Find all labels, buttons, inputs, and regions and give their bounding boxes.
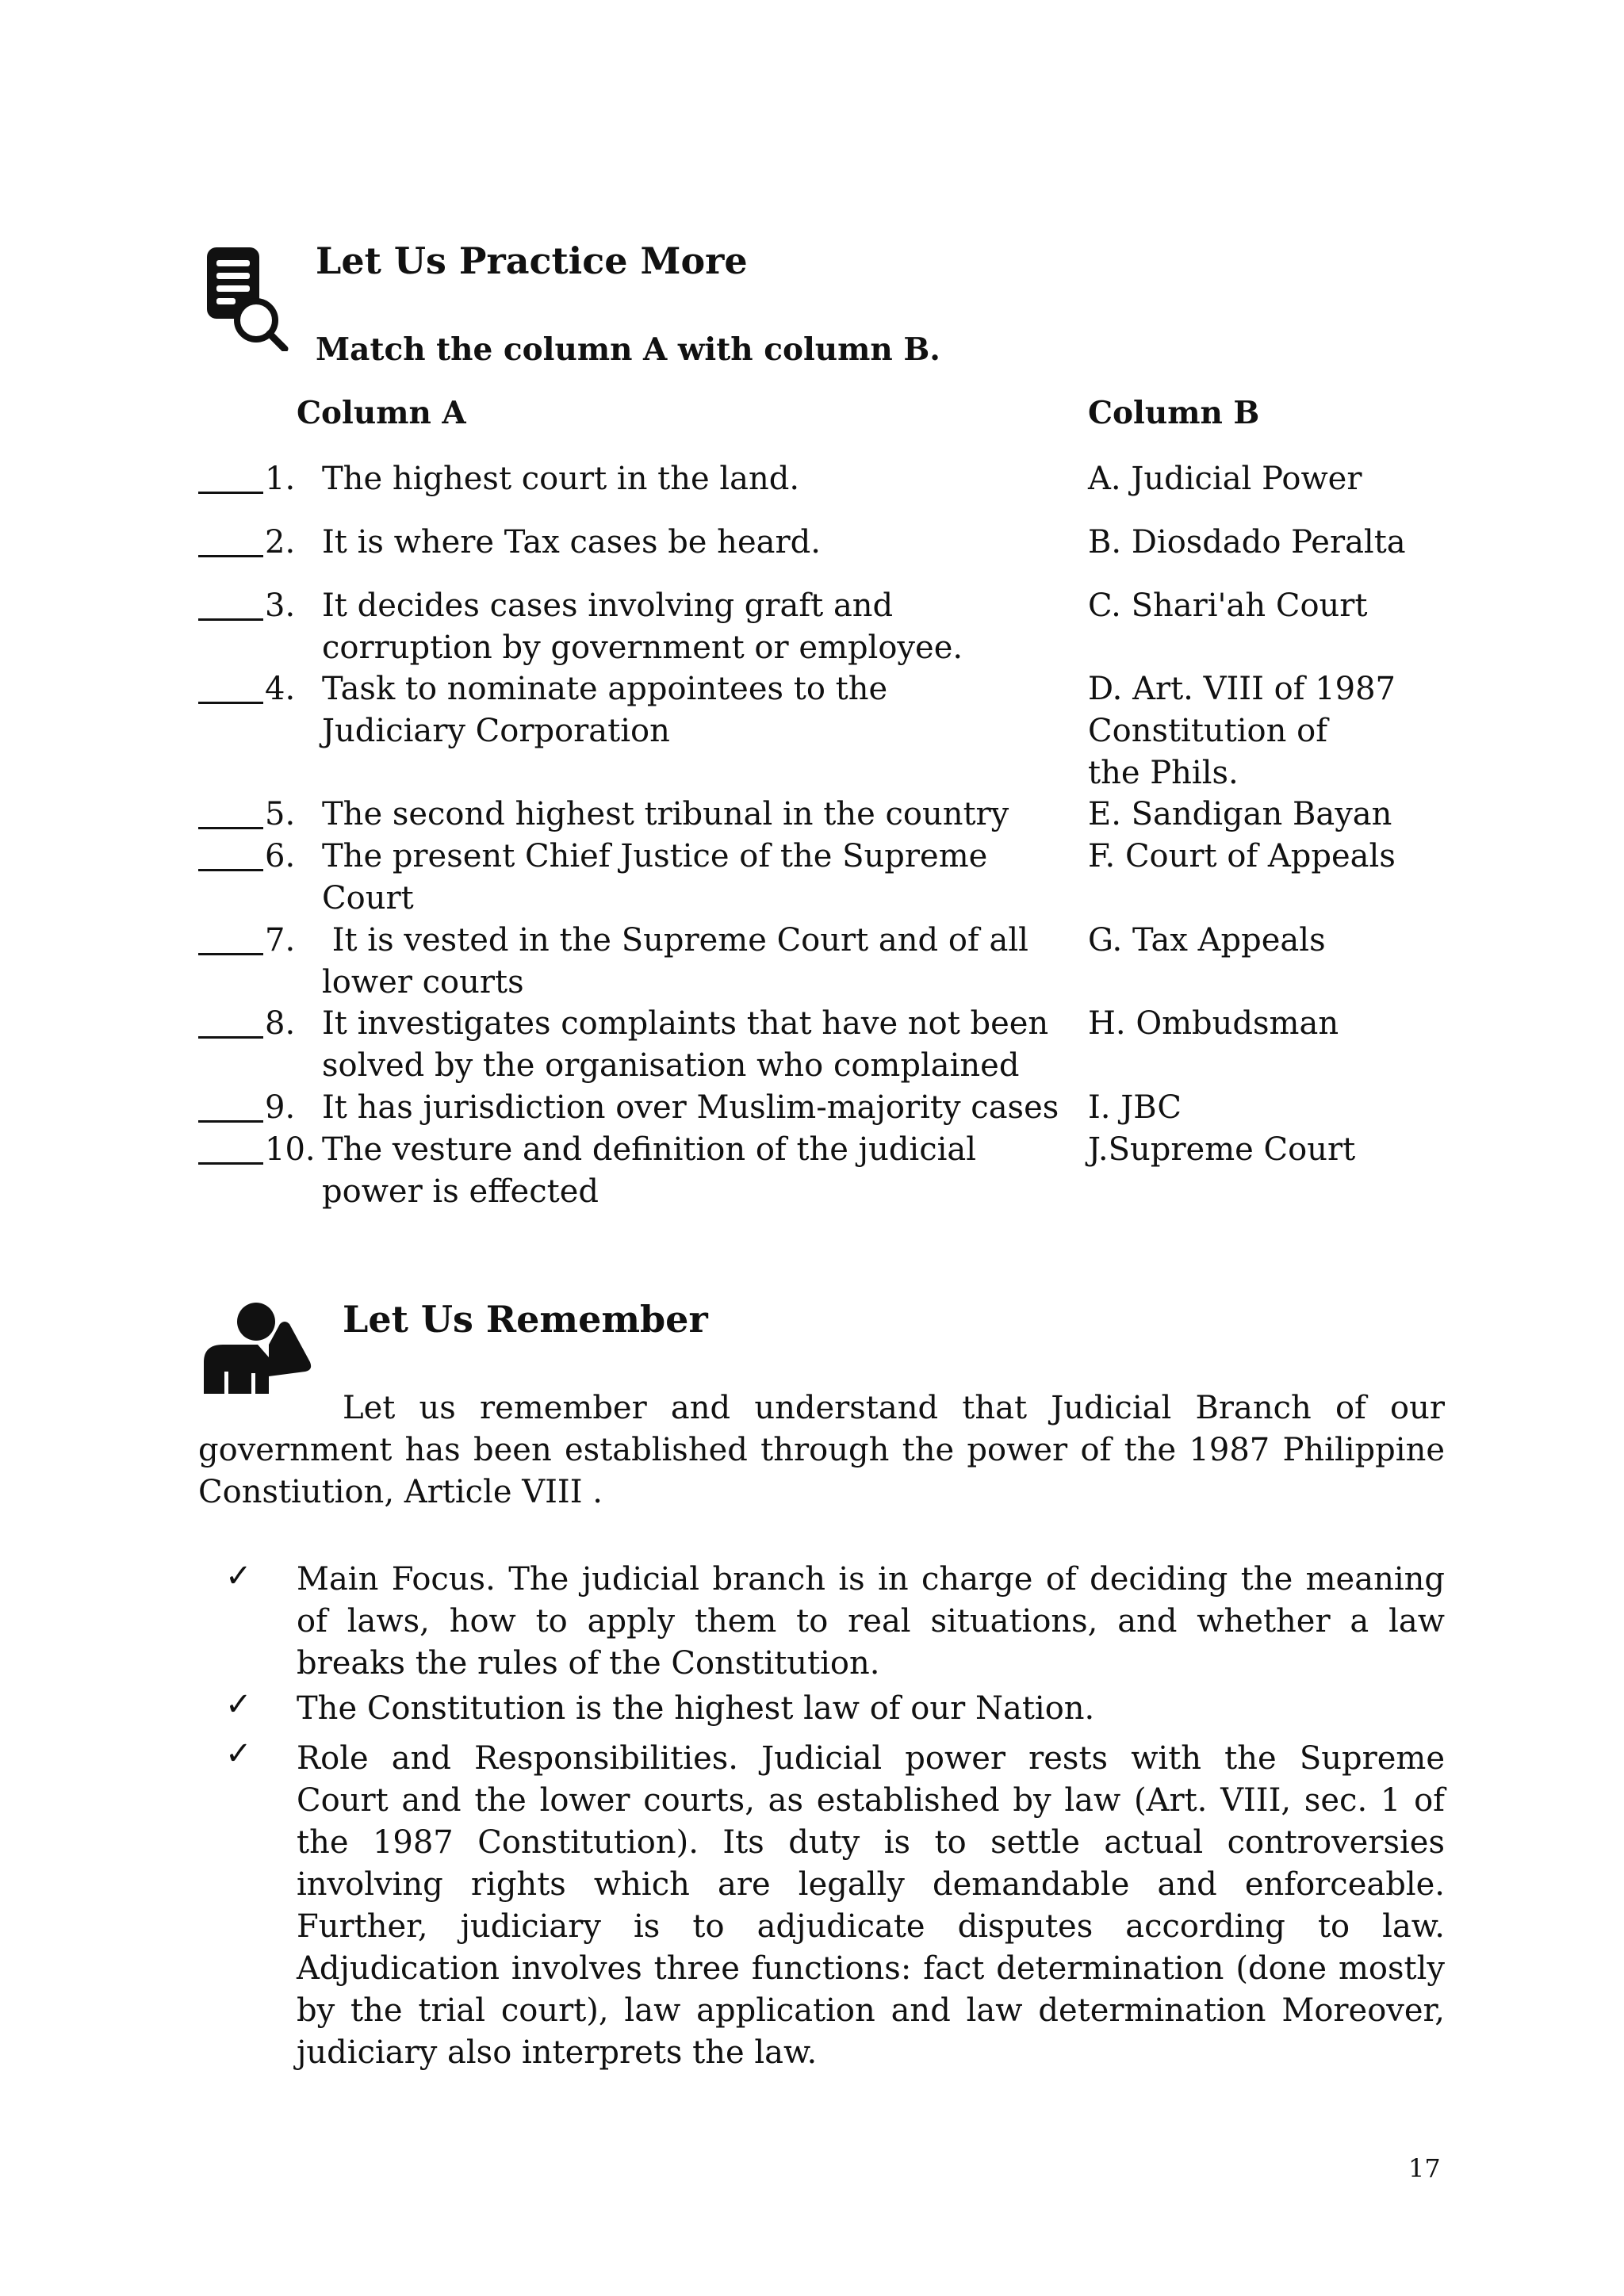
column-a-text: The present Chief Justice of the Supreme (322, 838, 988, 874)
column-a-text: solved by the organisation who complained (322, 1047, 1020, 1084)
bullet-3-line-2: Court and the lower courts, as established by law (Art. VIII, sec. 1 of (297, 1782, 1445, 1819)
bullet-2-line-1: The Constitution is the highest law of our Nation. (297, 1690, 1095, 1727)
answer-blank-4[interactable] (198, 702, 263, 704)
bullet-1-line-3: breaks the rules of the Constitution. (297, 1645, 880, 1682)
answer-blank-9[interactable] (198, 1120, 263, 1123)
column-b-text: Constitution of (1088, 713, 1327, 749)
column-b-text: I. JBC (1088, 1089, 1182, 1126)
bullet-3-line-3: the 1987 Constitution). Its duty is to settle actual controversies (297, 1824, 1445, 1861)
column-a-header: Column A (297, 395, 466, 431)
item-number: 5. (265, 796, 296, 832)
bullet-1-line-2: of laws, how to apply them to real situations, and whether a law (297, 1603, 1445, 1640)
item-number: 9. (265, 1089, 296, 1126)
column-a-text: Judiciary Corporation (322, 713, 670, 749)
column-a-text: The highest court in the land. (322, 461, 800, 497)
bullet-3-line-1: Role and Responsibilities. Judicial power rests with the Supreme (297, 1740, 1445, 1777)
column-b-text: H. Ombudsman (1088, 1005, 1339, 1042)
column-a-text: lower courts (322, 964, 524, 1001)
remember-intro-line-1: Let us remember and understand that Judicial Branch of our (343, 1390, 1445, 1426)
bullet-3-line-4: involving rights which are legally demandable and enforceable. (297, 1866, 1445, 1903)
item-number: 10. (265, 1131, 316, 1168)
item-number: 6. (265, 838, 296, 874)
item-number: 8. (265, 1005, 296, 1042)
column-a-text: Task to nominate appointees to the (322, 671, 888, 707)
column-a-text: It investigates complaints that have not been (322, 1005, 1049, 1042)
bullet-3-line-6: Adjudication involves three functions: fact determination (done mostly (297, 1950, 1445, 1987)
column-b-text: J.Supreme Court (1088, 1131, 1356, 1168)
item-number: 3. (265, 587, 296, 624)
column-a-text: Court (322, 880, 414, 916)
bullet-3-line-5: Further, judiciary is to adjudicate disputes according to law. (297, 1908, 1445, 1945)
column-b-text: the Phils. (1088, 755, 1239, 791)
column-a-text: It is where Tax cases be heard. (322, 524, 821, 561)
column-b-text: A. Judicial Power (1088, 461, 1362, 497)
column-b-text: F. Court of Appeals (1088, 838, 1396, 874)
bullet-1-line-1: Main Focus. The judicial branch is in charge of deciding the meaning (297, 1561, 1445, 1598)
column-a-text: corruption by government or employee. (322, 629, 963, 666)
checkmark-icon: ✓ (225, 1735, 252, 1772)
remember-intro-line-2: government has been established through the power of the 1987 Philippine (198, 1432, 1445, 1468)
answer-blank-10[interactable] (198, 1162, 263, 1165)
thinking-person-icon (202, 1300, 317, 1395)
practice-instruction: Match the column A with column B. (316, 331, 940, 368)
column-a-text: power is effected (322, 1173, 599, 1210)
answer-blank-3[interactable] (198, 618, 263, 621)
column-a-text: It decides cases involving graft and (322, 587, 894, 624)
bullet-3-line-7: by the trial court), law application and law determination Moreover, (297, 1992, 1445, 2029)
answer-blank-2[interactable] (198, 555, 263, 557)
column-b-text: D. Art. VIII of 1987 (1088, 671, 1396, 707)
column-b-text: E. Sandigan Bayan (1088, 796, 1392, 832)
checkmark-icon: ✓ (225, 1686, 252, 1723)
column-b-text: G. Tax Appeals (1088, 922, 1326, 959)
column-a-text: It has jurisdiction over Muslim-majority cases (322, 1089, 1059, 1126)
column-b-text: B. Diosdado Peralta (1088, 524, 1406, 561)
remember-title: Let Us Remember (343, 1298, 708, 1341)
answer-blank-8[interactable] (198, 1036, 263, 1039)
answer-blank-1[interactable] (198, 492, 263, 494)
answer-blank-6[interactable] (198, 869, 263, 871)
page-number: 17 (1408, 2153, 1441, 2183)
column-b-text: C. Shari'ah Court (1088, 587, 1368, 624)
remember-intro-line-3: Constiution, Article VIII . (198, 1474, 603, 1510)
item-number: 1. (265, 461, 296, 497)
document-search-icon (202, 244, 289, 351)
item-number: 2. (265, 524, 296, 561)
item-number: 4. (265, 671, 296, 707)
checkmark-icon: ✓ (225, 1558, 252, 1594)
answer-blank-7[interactable] (198, 953, 263, 955)
column-a-text: The second highest tribunal in the country (322, 796, 1009, 832)
column-a-text: The vesture and definition of the judicial (322, 1131, 977, 1168)
practice-title: Let Us Practice More (316, 239, 748, 282)
column-a-text: It is vested in the Supreme Court and of all (322, 922, 1028, 959)
bullet-3-line-8: judiciary also interprets the law. (297, 2034, 818, 2071)
answer-blank-5[interactable] (198, 827, 263, 829)
item-number: 7. (265, 922, 296, 959)
column-b-header: Column B (1088, 395, 1260, 431)
